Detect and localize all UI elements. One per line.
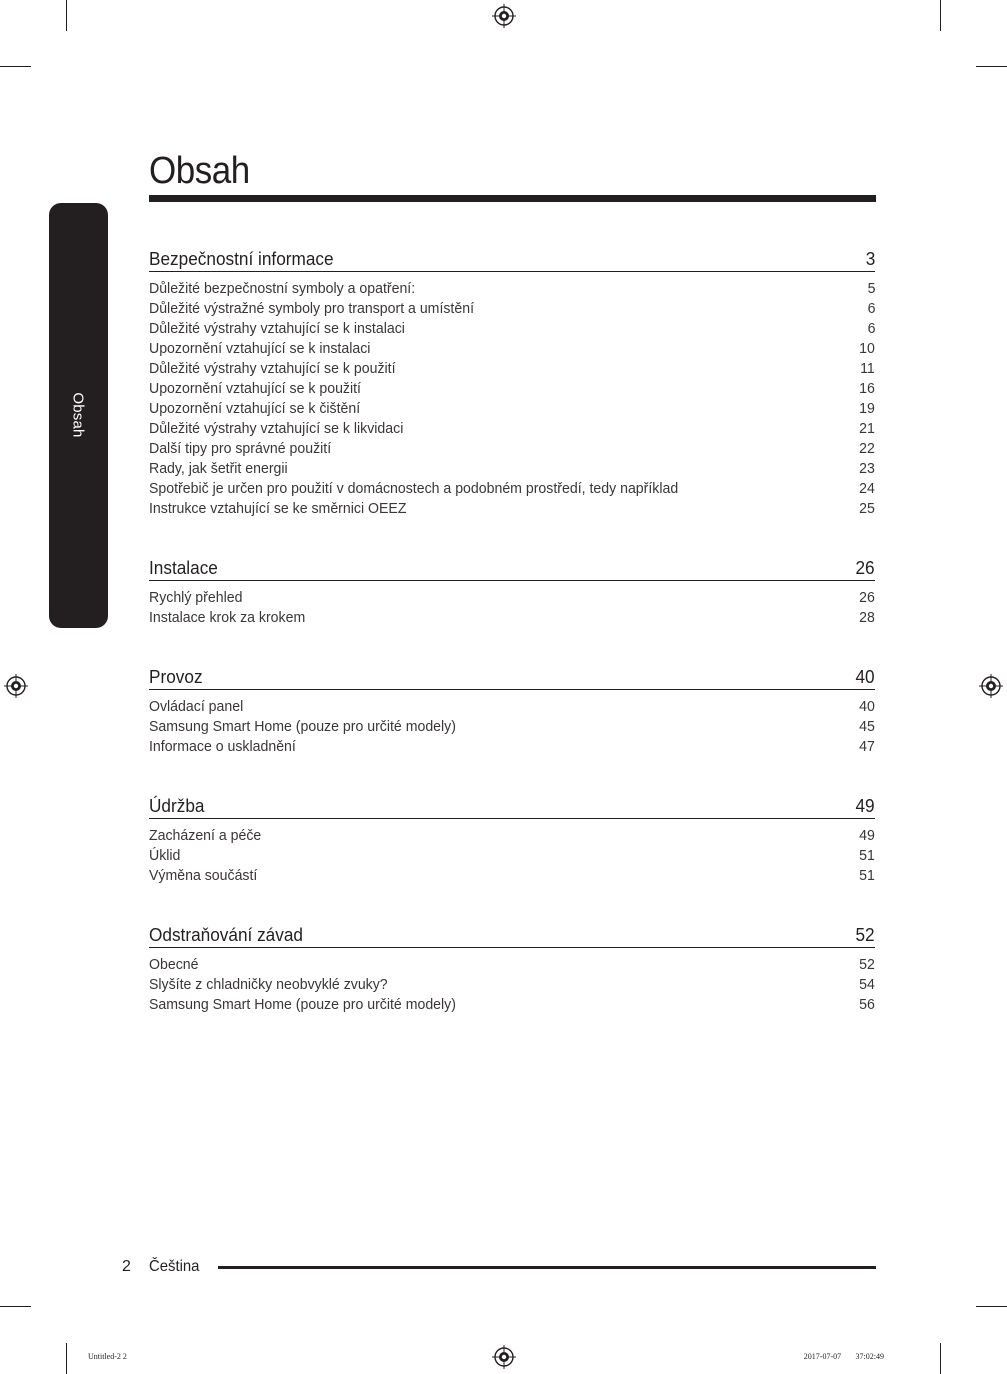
toc-entry-page: 51 xyxy=(859,847,875,864)
toc-entry-page: 49 xyxy=(859,827,875,844)
toc-entry-page: 51 xyxy=(859,867,875,884)
toc-entry-page: 56 xyxy=(859,996,875,1013)
print-slug-left: Untitled-2 2 xyxy=(88,1352,127,1361)
toc-entry-title: Samsung Smart Home (pouze pro určité modely) xyxy=(149,996,456,1013)
toc-entry xyxy=(149,995,875,1015)
footer-rule xyxy=(218,1266,876,1269)
toc-section-page: 52 xyxy=(855,924,875,945)
toc-section xyxy=(149,553,875,628)
toc-entry-title: Důležité výstražné symboly pro transport a umístění xyxy=(149,300,475,317)
toc-entry-page: 22 xyxy=(859,440,875,457)
toc-entry-page: 28 xyxy=(859,609,875,626)
print-slug-right: 2017-07-07   37:02:49 xyxy=(803,1352,884,1361)
toc-entry-title: Slyšíte z chladničky neobvyklé zvuky? xyxy=(149,976,388,993)
toc-section-page: 26 xyxy=(855,557,875,578)
registration-mark-icon xyxy=(492,4,516,28)
toc-section xyxy=(149,791,875,886)
toc-entry-title: Důležité bezpečnostní symboly a opatření: xyxy=(149,280,416,297)
toc-entry xyxy=(149,279,875,299)
toc-entry-title: Rady, jak šetřit energii xyxy=(149,460,288,477)
toc-entry xyxy=(149,588,875,608)
page-number: 2 xyxy=(122,1258,131,1275)
toc-entry xyxy=(149,359,875,379)
toc-entry-page: 47 xyxy=(859,738,875,755)
toc-entry-title: Rychlý přehled xyxy=(149,589,243,606)
toc-entry-page: 21 xyxy=(859,420,875,437)
registration-mark-icon xyxy=(979,674,1003,698)
toc-entry xyxy=(149,697,875,717)
toc-section-page: 3 xyxy=(865,248,875,269)
toc-entry xyxy=(149,955,875,975)
toc-entry-title: Informace o uskladnění xyxy=(149,738,296,755)
toc-entry-page: 23 xyxy=(859,460,875,477)
title-rule xyxy=(149,195,876,202)
toc-entry-title: Upozornění vztahující se k instalaci xyxy=(149,340,371,357)
toc-section-title: Provoz xyxy=(149,666,203,687)
toc-entry-title: Úklid xyxy=(149,847,181,864)
crop-mark-bottom-left-h xyxy=(0,1306,31,1307)
toc-entry-title: Další tipy pro správné použití xyxy=(149,440,332,457)
toc-entry xyxy=(149,717,875,737)
side-tab xyxy=(49,203,108,628)
crop-mark-top-right xyxy=(940,0,941,31)
crop-mark-top-left xyxy=(66,0,67,31)
toc-entry xyxy=(149,379,875,399)
toc-entry xyxy=(149,399,875,419)
registration-mark-icon xyxy=(4,674,28,698)
toc-entry-title: Důležité výstrahy vztahující se k použití xyxy=(149,360,396,377)
toc-entry xyxy=(149,419,875,439)
toc-section-title: Bezpečnostní informace xyxy=(149,248,334,269)
table-of-contents xyxy=(149,244,875,1049)
toc-entry-page: 24 xyxy=(859,480,875,497)
toc-entry-title: Upozornění vztahující se k použití xyxy=(149,380,361,397)
toc-entry xyxy=(149,975,875,995)
toc-entry-title: Ovládací panel xyxy=(149,698,244,715)
toc-section-title: Odstraňování závad xyxy=(149,924,303,945)
toc-entry-title: Důležité výstrahy vztahující se k likvidaci xyxy=(149,420,404,437)
toc-entry xyxy=(149,439,875,459)
toc-entry xyxy=(149,299,875,319)
toc-entry xyxy=(149,479,875,499)
toc-entry-page: 40 xyxy=(859,698,875,715)
toc-entry-page: 16 xyxy=(859,380,875,397)
toc-entry-page: 6 xyxy=(867,320,875,337)
crop-mark-top-left-h xyxy=(0,66,31,67)
toc-entry xyxy=(149,846,875,866)
registration-mark-icon xyxy=(492,1345,516,1369)
toc-entry-page: 10 xyxy=(859,340,875,357)
crop-mark-bottom-left xyxy=(66,1343,67,1374)
toc-section-page: 49 xyxy=(855,795,875,816)
page-title: Obsah xyxy=(149,150,250,192)
toc-entry-title: Výměna součástí xyxy=(149,867,258,884)
toc-section-heading xyxy=(149,920,875,948)
toc-entry xyxy=(149,319,875,339)
toc-section xyxy=(149,920,875,1015)
toc-entry xyxy=(149,737,875,757)
toc-entry xyxy=(149,866,875,886)
toc-section-heading xyxy=(149,791,875,819)
crop-mark-top-right-h xyxy=(976,66,1007,67)
toc-entry xyxy=(149,608,875,628)
toc-entry-title: Upozornění vztahující se k čištění xyxy=(149,400,361,417)
toc-section xyxy=(149,244,875,519)
footer-language: Čeština xyxy=(149,1258,200,1275)
toc-entry-page: 5 xyxy=(867,280,875,297)
toc-entry-page: 45 xyxy=(859,718,875,735)
crop-mark-bottom-right xyxy=(940,1343,941,1374)
toc-entry-title: Samsung Smart Home (pouze pro určité modely) xyxy=(149,718,456,735)
toc-entry-page: 52 xyxy=(859,956,875,973)
crop-mark-bottom-right-h xyxy=(976,1306,1007,1307)
toc-entry xyxy=(149,499,875,519)
toc-section-heading xyxy=(149,553,875,581)
toc-entry-page: 11 xyxy=(860,360,875,377)
toc-entry xyxy=(149,459,875,479)
toc-entry-page: 25 xyxy=(859,500,875,517)
toc-entry-page: 54 xyxy=(859,976,875,993)
toc-entry-title: Instalace krok za krokem xyxy=(149,609,306,626)
side-tab-label: Obsah xyxy=(69,392,87,438)
toc-entry-page: 19 xyxy=(859,400,875,417)
toc-entry-title: Důležité výstrahy vztahující se k instalaci xyxy=(149,320,405,337)
toc-section xyxy=(149,662,875,757)
toc-entry xyxy=(149,339,875,359)
toc-section-heading xyxy=(149,244,875,272)
toc-entry-page: 26 xyxy=(859,589,875,606)
toc-section-heading xyxy=(149,662,875,690)
toc-entry-page: 6 xyxy=(867,300,875,317)
toc-section-page: 40 xyxy=(855,666,875,687)
toc-entry-title: Obecné xyxy=(149,956,199,973)
toc-entry-title: Instrukce vztahující se ke směrnici OEEZ xyxy=(149,500,407,517)
toc-section-title: Údržba xyxy=(149,795,205,816)
toc-entry-title: Zacházení a péče xyxy=(149,827,262,844)
toc-section-title: Instalace xyxy=(149,557,218,578)
toc-entry xyxy=(149,826,875,846)
toc-entry-title: Spotřebič je určen pro použití v domácnostech a podobném prostředí, tedy například xyxy=(149,480,679,497)
